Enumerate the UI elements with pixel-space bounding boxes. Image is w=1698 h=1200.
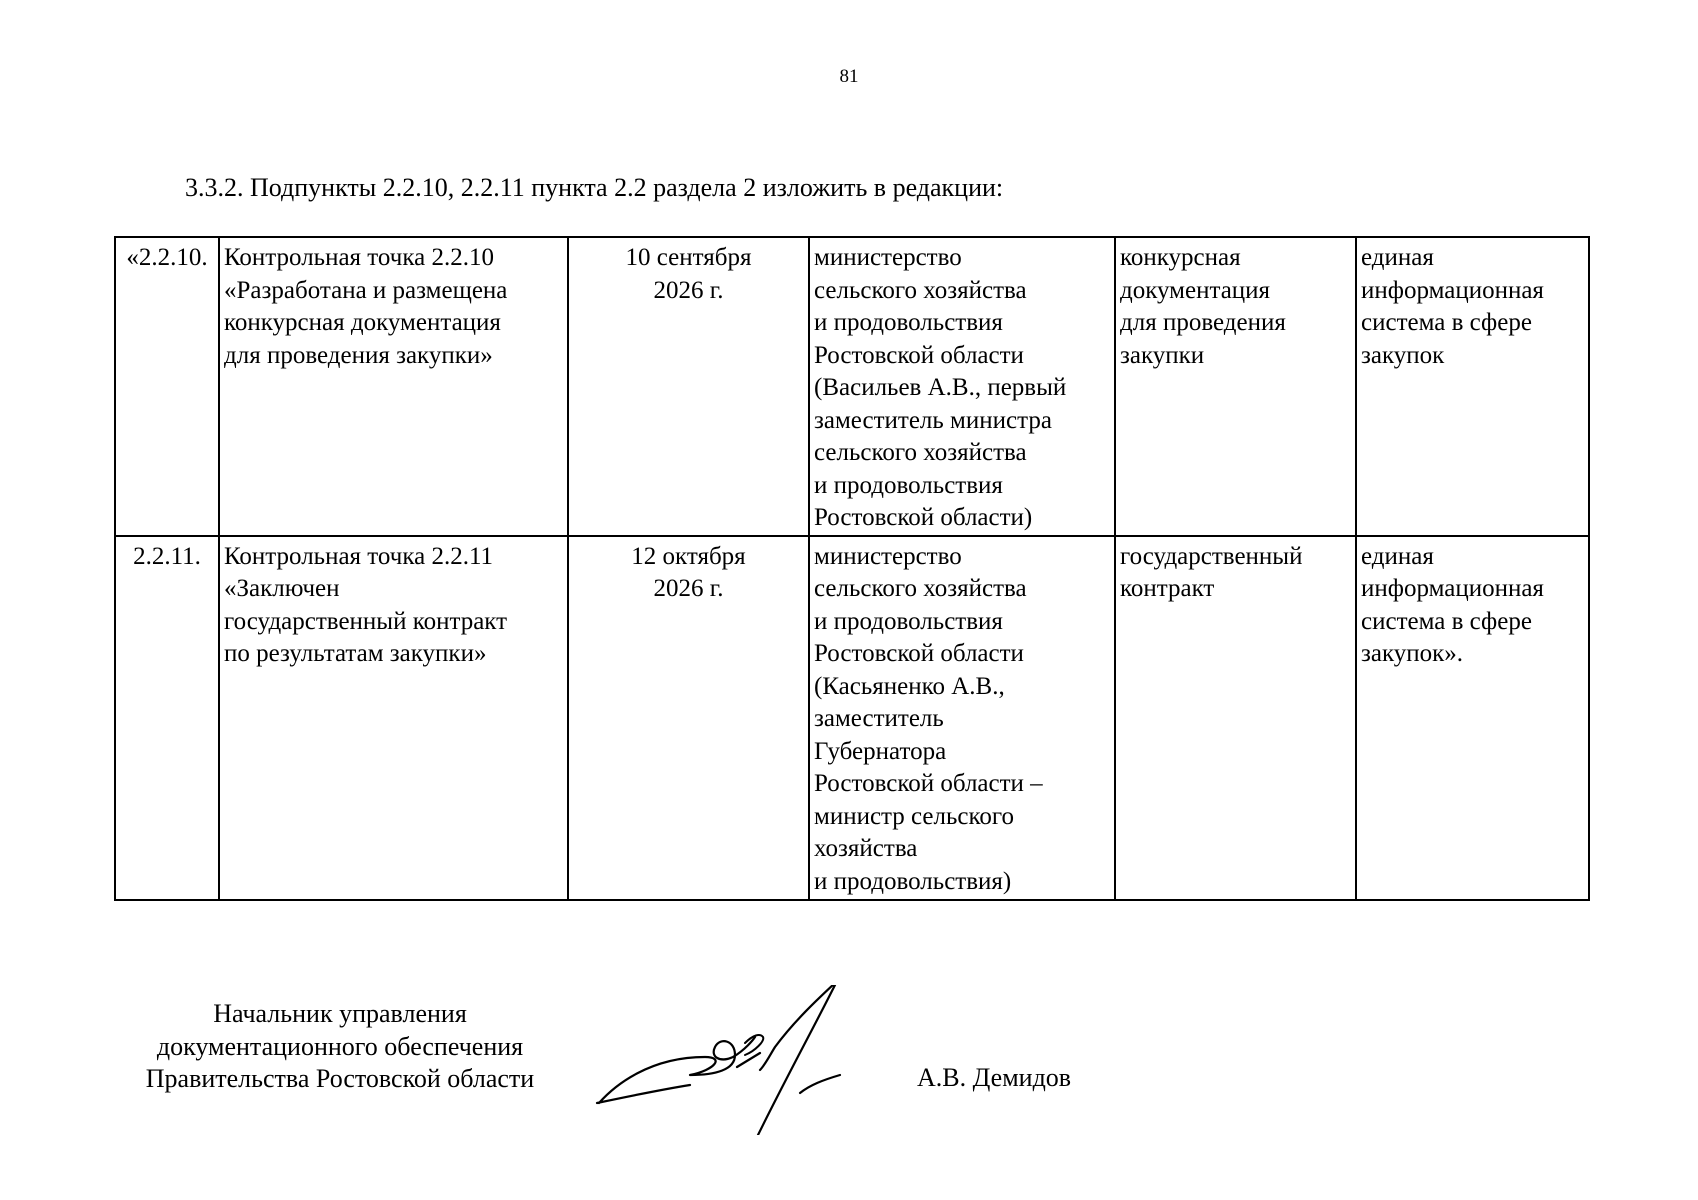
- row-number-cell: «2.2.10.: [115, 237, 219, 536]
- handwritten-signature-icon: [595, 985, 895, 1135]
- responsible-cell: министерство сельского хозяйства и продовольствия Ростовской области (Васильев А.В., первый заместитель министра сельского хозяйства и продовольствия Ростовской области): [809, 237, 1115, 536]
- page-number: 81: [839, 66, 859, 87]
- result-cell: конкурсная документация для проведения закупки: [1115, 237, 1356, 536]
- event-cell: Контрольная точка 2.2.11 «Заключен государственный контракт по результатам закупки»: [219, 536, 568, 900]
- table-row: [115, 237, 1589, 536]
- system-cell: единая информационная система в сфере закупок: [1356, 237, 1589, 536]
- responsible-cell: министерство сельского хозяйства и продовольствия Ростовской области (Касьяненко А.В., заместитель Губернатора Ростовской области – министр сельского хозяйства и продовольствия): [809, 536, 1115, 900]
- signer-name: А.В. Демидов: [917, 1063, 1072, 1092]
- signer-position: Начальник управления документационного обеспечения Правительства Ростовской области: [145, 999, 535, 1093]
- event-cell: Контрольная точка 2.2.10 «Разработана и размещена конкурсная документация для проведения закупки»: [219, 237, 568, 536]
- row-number-cell: 2.2.11.: [115, 536, 219, 900]
- amendment-table: [114, 236, 1590, 901]
- table-row: [115, 536, 1589, 900]
- intro-paragraph: 3.3.2. Подпункты 2.2.10, 2.2.11 пункта 2.2 раздела 2 изложить в редакции:: [185, 173, 1004, 202]
- result-cell: государственный контракт: [1115, 536, 1356, 900]
- date-cell: 10 сентября 2026 г.: [568, 237, 809, 536]
- date-cell: 12 октября 2026 г.: [568, 536, 809, 900]
- system-cell: единая информационная система в сфере закупок».: [1356, 536, 1589, 900]
